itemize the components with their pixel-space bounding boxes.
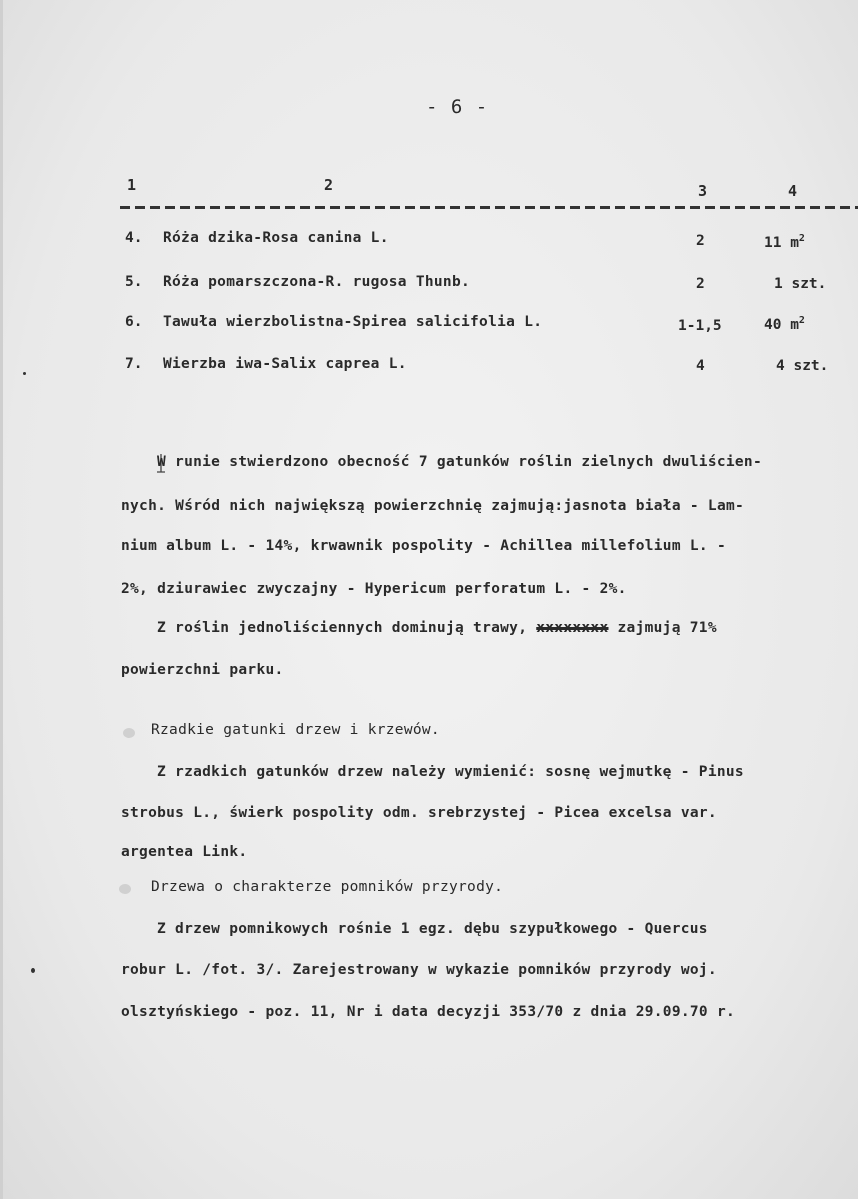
ink-blot xyxy=(119,884,131,894)
paragraph-line: Z rzadkich gatunków drzew należy wymienić: sosnę wejmutkę - Pinus xyxy=(157,764,744,780)
species-name: Wierzba iwa-Salix caprea L. xyxy=(163,356,407,372)
species-name: Tawuła wierzbolistna-Spirea salicifolia L. xyxy=(163,314,543,330)
paragraph-line: powierzchni parku. xyxy=(121,662,284,678)
row-number: 4. xyxy=(125,230,143,246)
species-height: 1-1,5 xyxy=(678,318,722,334)
table-divider xyxy=(120,206,858,209)
col-header-1: 1 xyxy=(127,176,137,194)
species-height: 2 xyxy=(696,233,705,249)
species-height: 4 xyxy=(696,358,705,374)
paragraph-line: nium album L. - 14%, krwawnik pospolity - Achillea millefolium L. - xyxy=(121,538,726,554)
row-number: 5. xyxy=(125,274,143,290)
quantity-superscript: 2 xyxy=(798,315,805,326)
quantity-value: 40 m xyxy=(764,316,799,333)
species-quantity xyxy=(764,233,805,251)
section-heading: Rzadkie gatunki drzew i krzewów. xyxy=(151,722,440,738)
species-height: 2 xyxy=(696,276,705,292)
text-segment: Z roślin jednoliściennych dominują trawy, xyxy=(157,620,528,636)
col-header-4: 4 xyxy=(788,182,798,200)
paragraph-line: argentea Link. xyxy=(121,844,248,860)
paragraph-line: 2%, dziurawiec zwyczajny - Hypericum perforatum L. - 2%. xyxy=(121,581,627,597)
species-name: Róża pomarszczona-R. rugosa Thunb. xyxy=(163,274,471,290)
species-quantity: 4 szt. xyxy=(776,358,829,374)
page-number: - 6 - xyxy=(426,96,489,118)
paragraph-line: olsztyńskiego - poz. 11, Nr i data decyzji 353/70 z dnia 29.09.70 r. xyxy=(121,1004,736,1020)
col-header-2: 2 xyxy=(324,176,334,194)
species-name: Róża dzika-Rosa canina L. xyxy=(163,230,389,246)
species-quantity: 1 szt. xyxy=(774,276,827,292)
margin-speck xyxy=(23,372,26,375)
paragraph-line: Z drzew pomnikowych rośnie 1 egz. dębu szypułkowego - Quercus xyxy=(157,921,708,937)
row-number: 7. xyxy=(125,356,143,372)
margin-speck xyxy=(31,968,35,973)
section-heading: Drzewa o charakterze pomników przyrody. xyxy=(151,879,504,895)
paragraph-line xyxy=(157,620,717,636)
paragraph-line: nych. Wśród nich największą powierzchnię zajmują:jasnota biała - Lam- xyxy=(121,498,745,514)
paragraph-line: strobus L., świerk pospolity odm. srebrzystej - Picea excelsa var. xyxy=(121,805,717,821)
paragraph-line: robur L. /fot. 3/. Zarejestrowany w wykazie pomników przyrody woj. xyxy=(121,962,717,978)
text-segment: zajmują 71% xyxy=(617,620,717,636)
paragraph-line: W runie stwierdzono obecność 7 gatunków roślin zielnych dwuliścien- xyxy=(157,454,762,470)
species-quantity xyxy=(764,315,805,333)
quantity-value: 11 m xyxy=(764,234,799,251)
ink-blot xyxy=(123,728,135,738)
struck-text: xxxxxxxx xyxy=(536,620,609,636)
quantity-superscript: 2 xyxy=(798,233,805,244)
row-number: 6. xyxy=(125,314,143,330)
col-header-3: 3 xyxy=(698,182,708,200)
